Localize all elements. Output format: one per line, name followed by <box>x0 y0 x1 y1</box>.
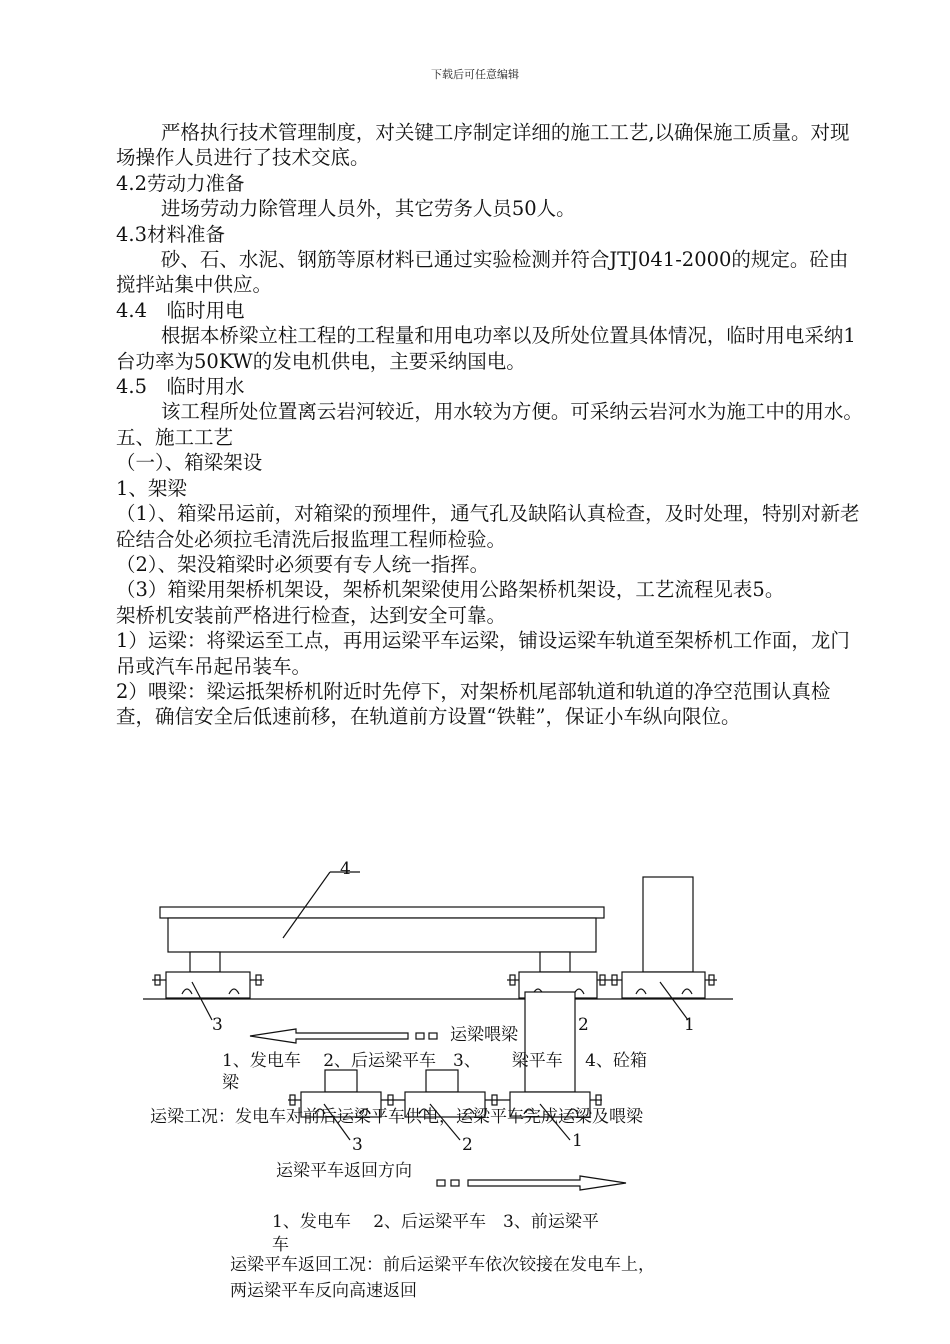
arrow-left <box>250 1029 408 1043</box>
paragraph: （1）、箱梁吊运前，对箱梁的预埋件，通气孔及缺陷认真检查，及时处理，特别对新老砼结合处必须拉毛清洗后报监理工程师检验。 <box>116 502 860 551</box>
paragraph: 进场劳动力除管理人员外，其它劳务人员50人。 <box>160 197 576 221</box>
legend-2-line2: 车 <box>272 1235 289 1255</box>
paragraph: 4.3材料准备 <box>116 222 226 246</box>
paragraph: 1）运梁：将梁运至工点，再用运梁平车运梁，铺设运梁车轨道至架桥机工作面，龙门吊或汽车吊起吊装车。 <box>116 629 850 678</box>
label-4: 4 <box>340 859 351 879</box>
paragraph: 严格执行技术管理制度，对关键工序制定详细的施工工艺,以确保施工质量。对现场操作人员进行了技术交底。 <box>116 121 850 170</box>
generator-box <box>643 877 693 972</box>
label-1-top: 1 <box>684 1015 695 1035</box>
paragraph: （3）箱梁用架桥机架设，架桥机架梁使用公路架桥机架设，工艺流程见表5。 <box>116 578 785 602</box>
support-block-mid <box>540 952 570 972</box>
paragraph: 根据本桥梁立柱工程的工程量和用电功率以及所处位置具体情况，临时用电采纳1台功率为50KW的发电机供电，主要采纳国电。 <box>116 324 856 373</box>
paragraph: （一）、箱梁架设 <box>116 451 263 475</box>
cart-3-top <box>166 972 250 998</box>
box-girder-body <box>168 918 596 952</box>
caption-2-line1: 运梁平车返回工况：前后运梁平车依次铰接在发电车上， <box>230 1255 655 1275</box>
label-3-bottom: 3 <box>352 1135 363 1155</box>
bottom-block-mid <box>426 1070 458 1092</box>
tall-girder-block <box>525 992 575 1092</box>
paragraph: 4.4 临时用电 <box>116 298 245 322</box>
direction-2: 运梁平车返回方向 <box>276 1161 412 1181</box>
body-text <box>116 120 866 730</box>
bottom-block-left <box>325 1070 357 1092</box>
cart-1-top <box>622 972 705 998</box>
direction-1: 运梁喂梁 <box>450 1025 518 1045</box>
label-3-top: 3 <box>212 1015 223 1035</box>
paragraph: 1、架梁 <box>116 476 187 500</box>
legend-1-line1: 1、发电车 2、后运梁平车 3、 梁平车 4、砼箱 <box>222 1051 647 1071</box>
paragraph: 4.2劳动力准备 <box>116 171 245 195</box>
caption-1: 运梁工况：发电车对前后运梁平车供电，运梁平车完成运梁及喂梁 <box>150 1107 643 1127</box>
legend-1-line2: 梁 <box>222 1073 239 1093</box>
paragraph: （2）、架没箱梁时必须要有专人统一指挥。 <box>116 552 490 576</box>
caption-2-line2: 两运梁平车反向高速返回 <box>230 1281 417 1301</box>
page-header: 下载后可任意编辑 <box>431 68 519 81</box>
label-2-top: 2 <box>578 1015 589 1035</box>
paragraph: 2）喂梁：梁运抵架桥机附近时先停下，对架桥机尾部轨道和轨道的净空范围认真检查，确信安全后低速前移，在轨道前方设置“铁鞋”，保证小车纵向限位。 <box>116 679 831 729</box>
paragraph: 砂、石、水泥、钢筋等原材料已通过实验检测并符合JTJ041-2000的规定。砼由搅拌站集中供应。 <box>116 248 849 297</box>
paragraph: 架桥机安装前严格进行检查，达到安全可靠。 <box>116 603 507 627</box>
support-block-left <box>190 952 220 972</box>
paragraph: 4.5 临时用水 <box>116 375 245 399</box>
box-girder <box>160 907 604 918</box>
paragraph: 该工程所处位置离云岩河较近，用水较为方便。可采纳云岩河水为施工中的用水。 <box>160 400 863 424</box>
label-1-bottom: 1 <box>572 1131 583 1151</box>
paragraph: 五、施工工艺 <box>116 425 234 449</box>
arrow-right <box>468 1176 626 1190</box>
label-2-bottom: 2 <box>462 1135 473 1155</box>
beam-transport-diagram <box>0 800 950 1344</box>
legend-2-line1: 1、发电车 2、后运梁平车 3、前运梁平 <box>272 1212 599 1232</box>
